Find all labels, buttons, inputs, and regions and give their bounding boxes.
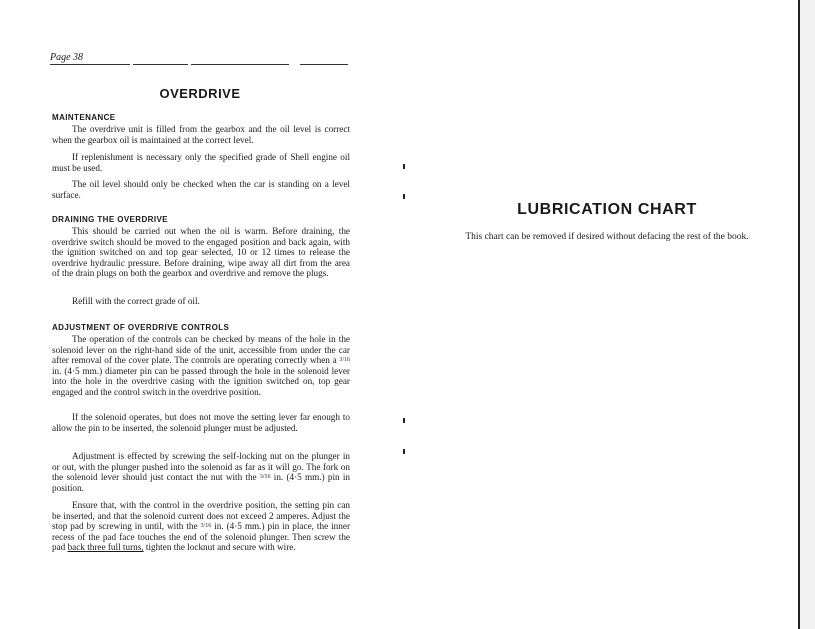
- heading-maintenance: MAINTENANCE: [52, 113, 116, 122]
- underlined-text: back three full turns,: [67, 542, 144, 552]
- fraction: 3/16: [339, 357, 350, 363]
- paragraph: This should be carried out when the oil is warm. Before draining, the overdrive switch should be moved to the engaged position and back again, with the ignition switched on and top gear selected, 10 or 12 times to release the overdrive hydraulic pressure. Before draining, wipe away all dirt from the area of the drain plugs on both the gearbox and overdrive and remove the plugs.: [52, 226, 350, 278]
- lubrication-chart-note: This chart can be removed if desired without defacing the rest of the book.: [465, 232, 749, 242]
- paragraph: Ensure that, with the control in the overdrive position, the setting pin can be inserted, and that the solenoid current does not exceed 2 amperes. Adjust the stop pad by screwing in until, with the $^{3/16}$ in. (4·5 mm.) pin in place, the inner recess of the pad face touches the end of the solenoid plunger. Then screw the pad back three full turns, tighten the locknut and secure with wire.: [52, 500, 351, 552]
- heading-adjustment: ADJUSTMENT OF OVERDRIVE CONTROLS: [52, 323, 230, 332]
- paragraph: If the solenoid operates, but does not move the setting lever far enough to allow the pin to be inserted, the solenoid plunger must be adjusted.: [52, 412, 350, 433]
- paragraph: Adjustment is effected by screwing the self-locking nut on the plunger in or out, with the plunger pushed into the solenoid as far as it will go. The fork on the solenoid lever should just contact the nut with the $^{3/16}$ in. (4·5 mm.) pin in position.: [52, 451, 350, 493]
- header-rule: [133, 64, 188, 65]
- paragraph: If replenishment is necessary only the specified grade of Shell engine oil must be used.: [52, 152, 350, 173]
- paragraph: Refill with the correct grade of oil.: [72, 296, 200, 306]
- lubrication-chart-title: LUBRICATION CHART: [517, 201, 697, 218]
- page-edge-shadow: [800, 0, 815, 629]
- heading-draining: DRAINING THE OVERDRIVE: [52, 215, 168, 224]
- header-rule: [191, 64, 289, 65]
- header-rule: [50, 64, 130, 65]
- left-page: [0, 0, 400, 629]
- header-rule: [300, 64, 348, 65]
- paragraph: The overdrive unit is filled from the gearbox and the oil level is correct when the gearbox oil is maintained at the correct level.: [52, 124, 350, 145]
- paragraph: The oil level should only be checked when the car is standing on a level surface.: [52, 179, 350, 200]
- right-page: [400, 0, 815, 629]
- paragraph: The operation of the controls can be checked by means of the hole in the solenoid lever on the right-hand side of the unit, accessible from under the car after removal of the cover plate. The controls are operating correctly when a $^{3/16}$ in. (4·5 mm.) diameter pin can be passed through the hole in the solenoid lever into the hole in the overdrive casing with the ignition switched on, top gear engaged and the control switch in the overdrive position.: [52, 334, 350, 397]
- section-title: OVERDRIVE: [159, 86, 241, 101]
- fraction: 3/16: [200, 523, 212, 529]
- fraction: 3/16: [259, 474, 271, 480]
- page-number: Page 38: [50, 52, 84, 63]
